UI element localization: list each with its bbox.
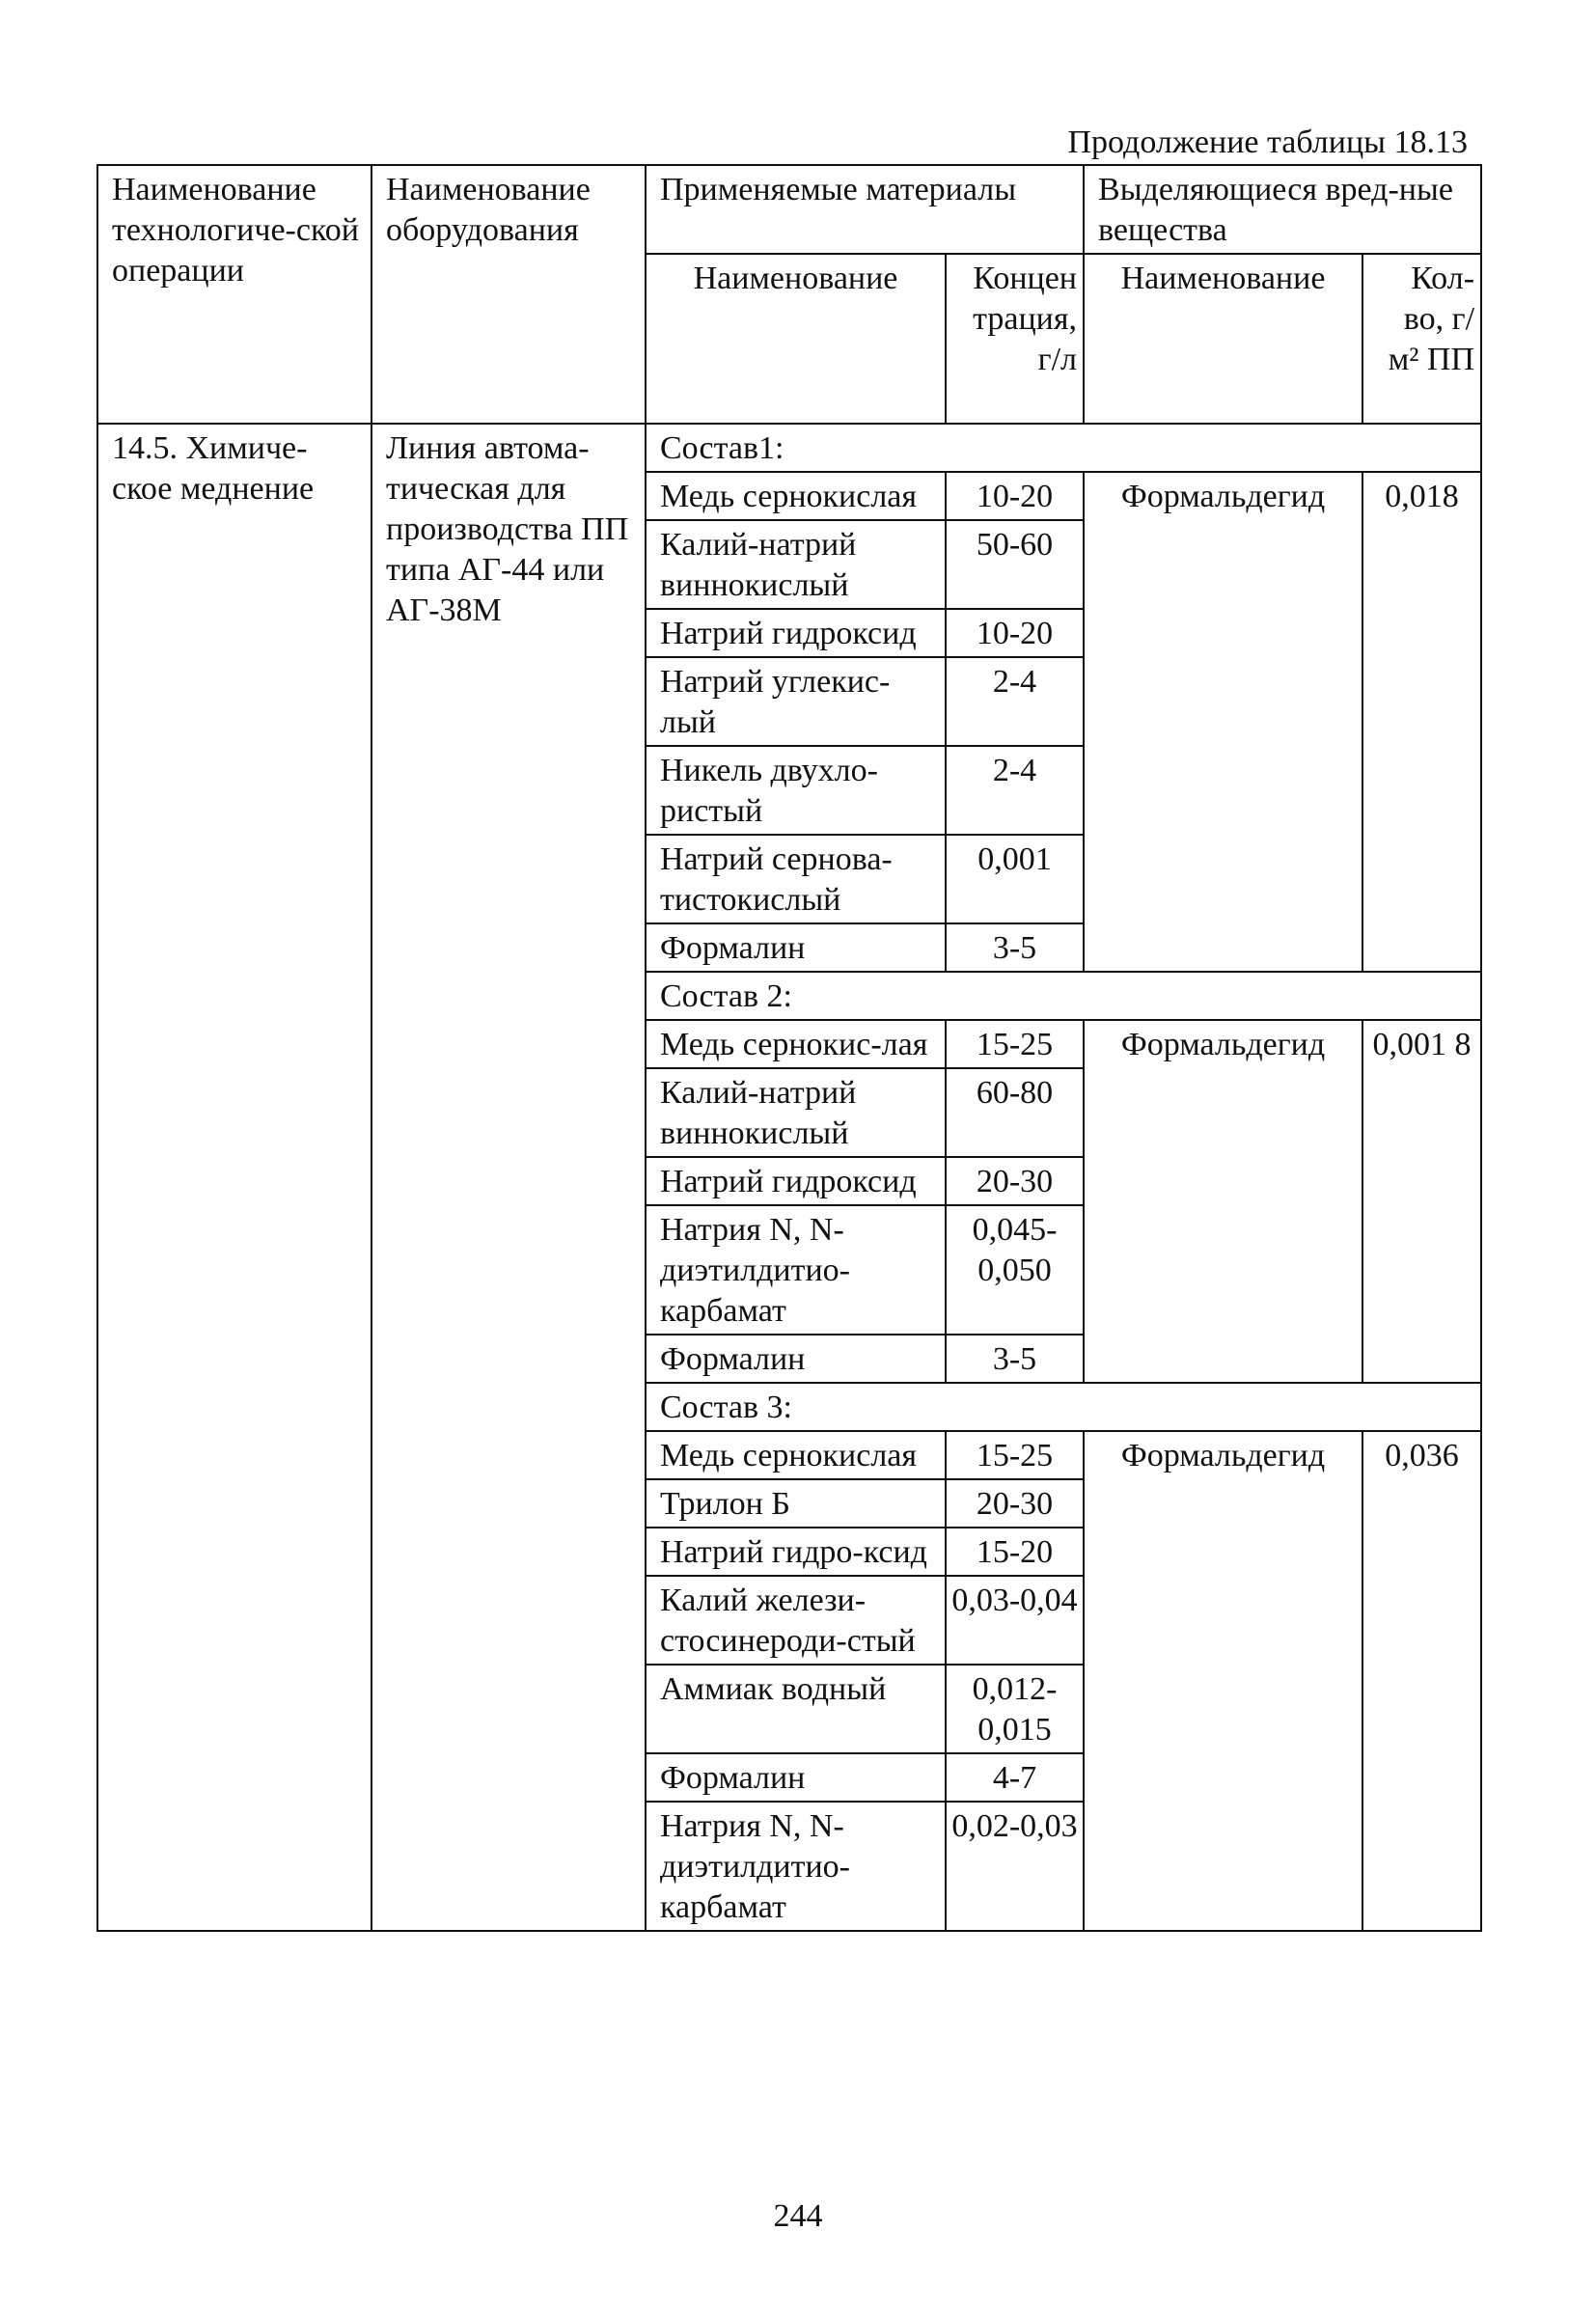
material-name: Натрий гидроксид: [646, 609, 946, 657]
equipment-cell: Линия автома-тическая для производства ПП типа АГ-44 или АГ-38М: [371, 424, 646, 1931]
group-title: Состав 3:: [646, 1383, 1481, 1431]
harmful-substance-name: Формальдегид: [1084, 1020, 1362, 1383]
material-name: Натрий гидро-ксид: [646, 1528, 946, 1576]
page-number: 244: [773, 2198, 823, 2234]
material-concentration: 3-5: [946, 923, 1084, 972]
harmful-substance-name: Формальдегид: [1084, 472, 1362, 972]
header-material-concentration: Концен трация, г/л: [946, 254, 1084, 424]
material-concentration: 2-4: [946, 657, 1084, 746]
material-name: Натрия N, N-диэтилдитио-карбамат: [646, 1802, 946, 1931]
material-name: Трилон Б: [646, 1479, 946, 1528]
header-material-name: Наименование: [646, 254, 946, 424]
material-name: Натрий гидроксид: [646, 1157, 946, 1205]
operation-cell: 14.5. Химиче-ское меднение: [97, 424, 371, 1931]
material-concentration: 0,02-0,03: [946, 1802, 1084, 1931]
material-name: Калий желези-стосинероди-стый: [646, 1576, 946, 1665]
material-name: Формалин: [646, 923, 946, 972]
material-concentration: 60-80: [946, 1068, 1084, 1157]
material-name: Медь сернокислая: [646, 472, 946, 520]
material-concentration: 20-30: [946, 1157, 1084, 1205]
header-materials: Применяемые материалы: [646, 165, 1084, 254]
material-concentration: 2-4: [946, 746, 1084, 835]
harmful-substance-quantity: 0,018: [1362, 472, 1481, 972]
header-operation: Наименование технологиче-ской операции: [97, 165, 371, 424]
header-harmful-name: Наименование: [1084, 254, 1362, 424]
harmful-substance-quantity: 0,036: [1362, 1431, 1481, 1931]
material-name: Натрия N, N-диэтилдитио-карбамат: [646, 1205, 946, 1335]
material-concentration: 0,001: [946, 835, 1084, 923]
header-harmful: Выделяющиеся вред-ные вещества: [1084, 165, 1481, 254]
material-concentration: 0,045-0,050: [946, 1205, 1084, 1335]
material-name: Аммиак водный: [646, 1665, 946, 1753]
group-title: Состав 2:: [646, 972, 1481, 1020]
material-name: Формалин: [646, 1753, 946, 1802]
material-concentration: 50-60: [946, 520, 1084, 609]
material-concentration: 15-25: [946, 1020, 1084, 1068]
material-concentration: 0,03-0,04: [946, 1576, 1084, 1665]
material-name: Формалин: [646, 1335, 946, 1383]
material-name: Медь сернокис-лая: [646, 1020, 946, 1068]
group-title: Состав1:: [646, 424, 1481, 472]
material-concentration: 0,012-0,015: [946, 1665, 1084, 1753]
material-name: Калий-натрий виннокислый: [646, 520, 946, 609]
material-name: Калий-натрий виннокислый: [646, 1068, 946, 1157]
material-concentration: 15-25: [946, 1431, 1084, 1479]
material-name: Натрий углекис-лый: [646, 657, 946, 746]
chemical-copper-table: [96, 164, 1482, 1932]
material-concentration: 10-20: [946, 472, 1084, 520]
material-name: Медь сернокислая: [646, 1431, 946, 1479]
table-caption: Продолжение таблицы 18.13: [1067, 124, 1468, 160]
material-concentration: 3-5: [946, 1335, 1084, 1383]
material-concentration: 4-7: [946, 1753, 1084, 1802]
material-concentration: 20-30: [946, 1479, 1084, 1528]
group-title-row: [97, 424, 1481, 472]
material-concentration: 10-20: [946, 609, 1084, 657]
harmful-substance-name: Формальдегид: [1084, 1431, 1362, 1931]
material-name: Натрий сернова-тистокислый: [646, 835, 946, 923]
harmful-substance-quantity: 0,001 8: [1362, 1020, 1481, 1383]
material-name: Никель двухло-ристый: [646, 746, 946, 835]
material-concentration: 15-20: [946, 1528, 1084, 1576]
header-harmful-quantity: Кол-во, г/м² ПП: [1362, 254, 1481, 424]
header-equipment: Наименование оборудования: [371, 165, 646, 424]
